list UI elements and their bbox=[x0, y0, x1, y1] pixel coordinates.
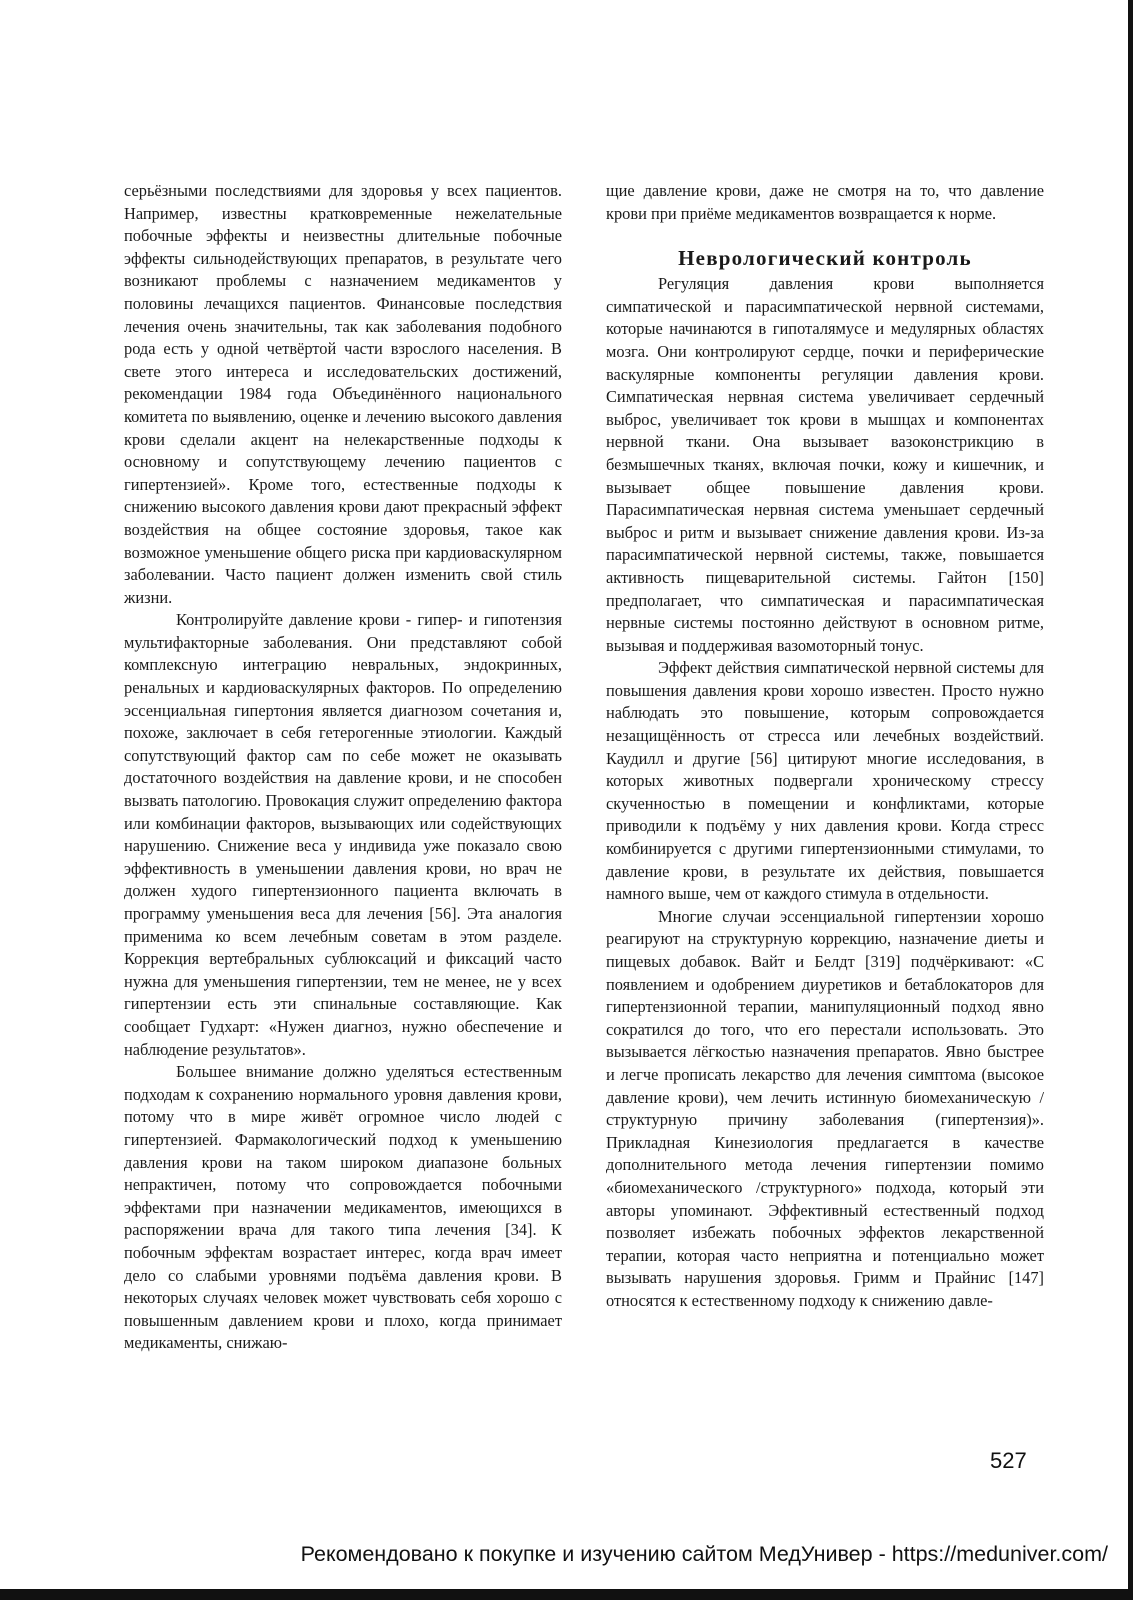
paragraph: Многие случаи эссенциальной гипертензии хорошо реагируют на структурную коррекцию, назначение диеты и пищевых добавок. Вайт и Белдт [319] подчёркивают: «С появлением и одобрением диуретиков и бетаблокаторов для гипертензионной терапии, манипуляционный подход явно сократился до того, что его перестали использовать. Это вызывается лёгкостью назначения препаратов. Явно быстрее и легче прописать лекарство для лечения симптома (высокое давление крови), чем лечить истинную биомеханическую /структурную причину заболевания (гипертензия)». Прикладная Кинезиология предлагается в качестве дополнительного метода лечения гипертензии помимо «биомеханического /структурного» подхода, который эти авторы упоминают. Эффективный естественный подход позволяет избежать побочных эффектов лекарственной терапии, которая часто неприятна и потенциально может вызывать нарушения здоровья. Гримм и Прайнис [147] относятся к естественному подходу к снижению давле- bbox=[606, 906, 1044, 1310]
section-heading: Неврологический контроль bbox=[678, 246, 972, 271]
paragraph: Эффект действия симпатической нервной системы для повышения давления крови хорошо известен. Просто нужно наблюдать это повышение, которым сопровождается незащищённость от стресса или лечебных воздействий. Каудилл и другие [56] цитируют многие исследования, в которых животных подвергали хроническому стрессу скученностью в помещении и конфликтами, которые приводили к подъёму у них давления крови. Когда стресс комбинируется с другими гипертензионными стимулами, то давление крови, в результате их действия, повышается намного выше, чем от каждого стимула в отдельности. bbox=[606, 658, 1044, 904]
footer-banner: Рекомендовано к покупке и изучению сайтом МедУнивер - https://meduniver.com/ bbox=[300, 1542, 1108, 1566]
continued-paragraph: щие давление крови, даже не смотря на то, что давление крови при приёме медикаментов возвращается к норме. bbox=[606, 181, 1044, 223]
scan-edge-right bbox=[1128, 0, 1133, 1600]
left-text-column bbox=[124, 180, 562, 1355]
paragraph: серьёзными последствиями для здоровья у всех пациентов. Например, известны кратковременные нежелательные побочные эффекты и неизвестны длительные побочные эффекты сильнодействующих препаратов, в результате чего возникают проблемы с назначением медикаментов у половины лечащихся пациентов. Финансовые последствия лечения очень значительны, так как заболевания подобного рода есть у одной четвёртой части взрослого населения. В свете этого интереса и исследовательских достижений, рекомендации 1984 года Объединённого национального комитета по выявлению, оценке и лечению высокого давления крови сделали акцент на нелекарственные подходы к основному и сопутствующему лечению пациентов с гипертензией». Кроме того, естественные подходы к снижению высокого давления крови дают прекрасный эффект воздействия на общее состояние здоровья, такое как возможное уменьшение общего риска при кардиоваскулярном заболевании. Часто пациент должен изменить свой стиль жизни. bbox=[124, 181, 562, 607]
paragraph: Регуляция давления крови выполняется симпатической и парасимпатической нервной системами, которые начинаются в гипоталямусе и медулярных областях мозга. Они контролируют сердце, почки и периферические васкулярные компоненты регуляции давления крови. Симпатическая нервная система увеличивает сердечный выброс, увеличивает ток крови в мышцах и компонентах нервной ткани. Она вызывает вазоконстрикцию в безмышечных тканях, включая почки, кожу и кишечник, и вызывает общее повышение давления крови. Парасимпатическая нервная система уменьшает сердечный выброс и ритм и вызывает снижение давления крови. Из-за парасимпатической нервной системы, также, повышается активность пищеварительной системы. Гайтон [150] предполагает, что симпатическая и парасимпатическая нервные системы постоянно действуют в основном ритме, вызывая и поддерживая вазомоторный тонус. bbox=[606, 274, 1044, 655]
right-text-column bbox=[606, 180, 1044, 1313]
paragraph: Контролируйте давление крови - гипер- и гипотензия мультифакторные заболевания. Они представляют собой комплексную интеграцию невральных, эндокринных, ренальных и кардиоваскулярных факторов. По определению эссенциальная гипертония является диагнозом сочетания и, похоже, заключает в себя гетерогенные этиологии. Каждый сопутствующий фактор сам по себе может не оказывать достаточного воздействия на давление крови, и не способен вызвать патологию. Провокация служит определению фактора или комбинации факторов, вызывающих или содействующих нарушению. Снижение веса у индивида уже показало свою эффективность в уменьшении давления крови, но врач не должен худого гипертензионного пациента включать в программу уменьшения веса для лечения [56]. Эта аналогия применима ко всем лечебным советам в этом разделе. Коррекция вертебральных сублюксаций и фиксаций часто нужна для уменьшения гипертензии, тем не менее, не у всех гипертензии есть эти спинальные составляющие. Как сообщает Гудхарт: «Нужен диагноз, нужно обеспечение и наблюдение результатов». bbox=[124, 610, 562, 1059]
page-number: 527 bbox=[990, 1448, 1027, 1473]
scan-edge-bottom bbox=[0, 1589, 1133, 1600]
paragraph: Большее внимание должно уделяться естественным подходам к сохранению нормального уровня давления крови, потому что в мире живёт огромное число людей с гипертензией. Фармакологический подход к уменьшению давления крови на таком широком диапазоне больных непрактичен, потому что сопровождается побочными эффектами при назначении медикаментов, имеющихся в распоряжении врача для такого типа лечения [34]. К побочным эффектам возрастает интерес, когда врач имеет дело со слабыми уровнями подъёма давления крови. В некоторых случаях человек может чувствовать себя хорошо с повышенным давлением крови и плохо, когда принимает медикаменты, снижаю- bbox=[124, 1062, 562, 1353]
